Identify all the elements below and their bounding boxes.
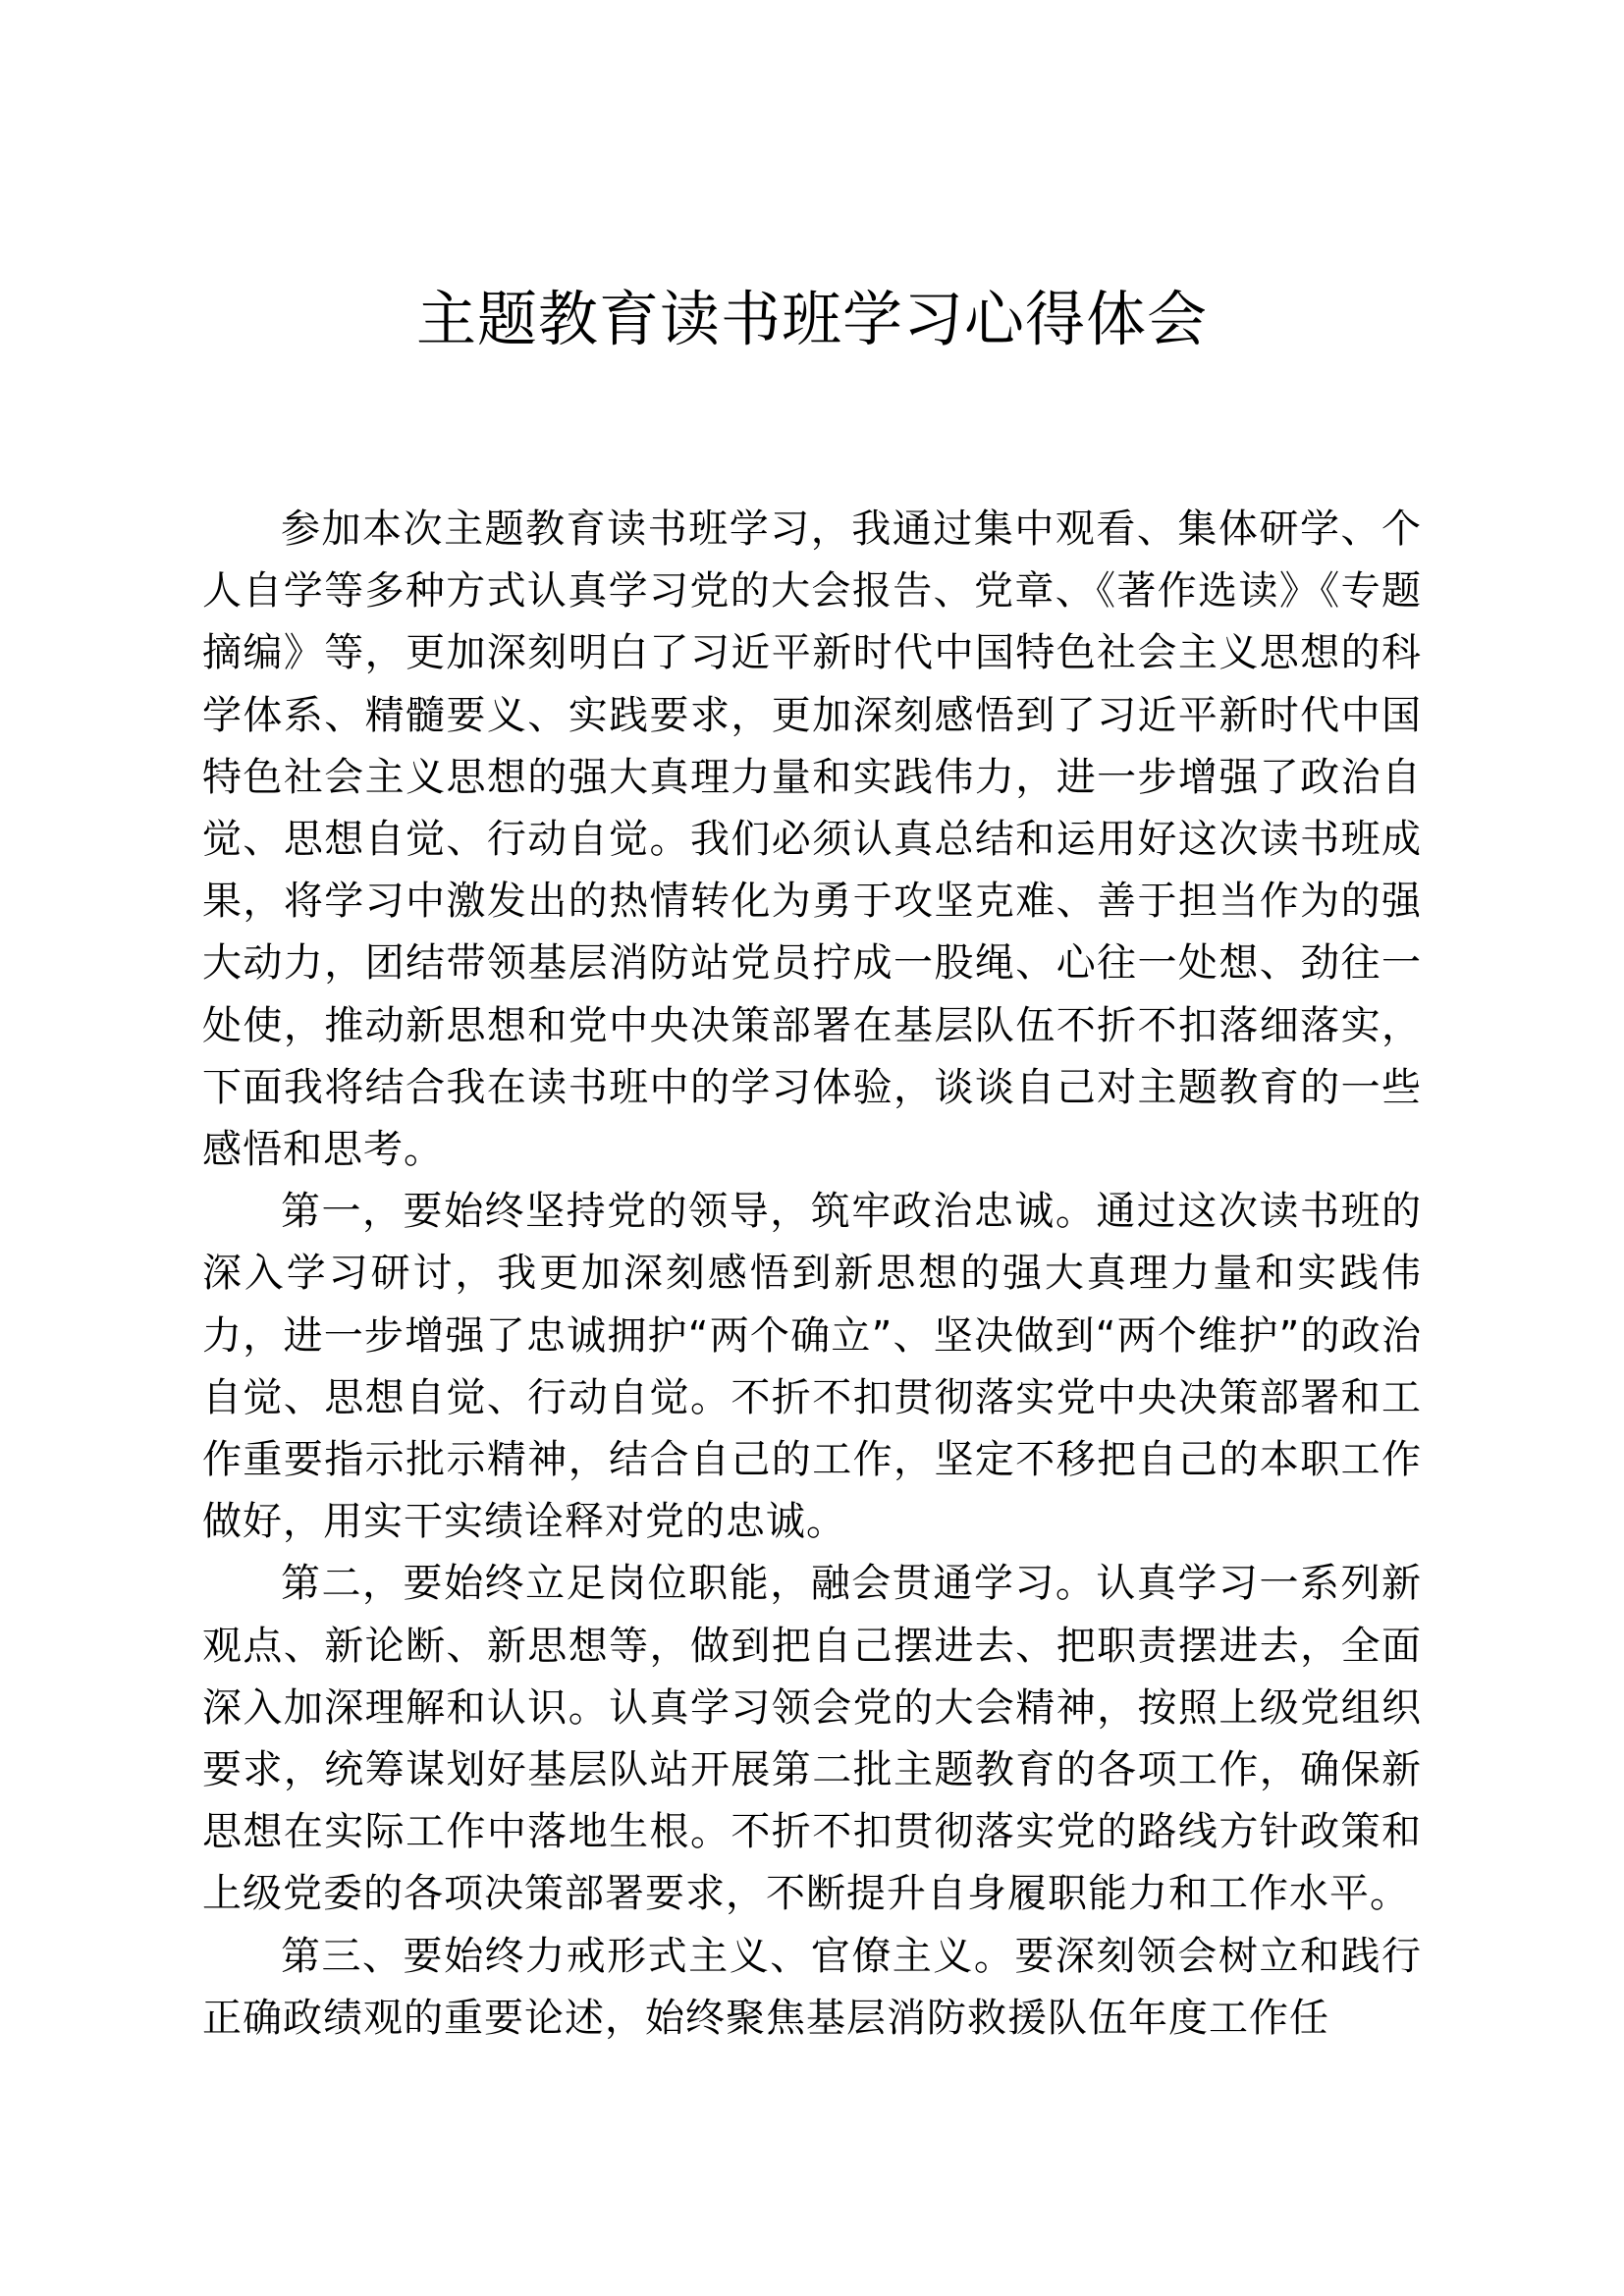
document-body [202, 499, 1422, 2050]
paragraph-second-point: 第二，要始终立足岗位职能，融会贯通学习。认真学习一系列新观点、新论断、新思想等，做到把自己摆进去、把职责摆进去，全面深入加深理解和认识。认真学习领会党的大会精神，按照上级党组织要求，统筹谋划好基层队站开展第二批主题教育的各项工作，确保新思想在实际工作中落地生根。不折不扣贯彻落实党的路线方针政策和上级党委的各项决策部署要求，不断提升自身履职能力和工作水平。 [202, 1561, 1422, 1917]
paragraph-intro: 参加本次主题教育读书班学习，我通过集中观看、集体研学、个人自学等多种方式认真学习党的大会报告、党章、《著作选读》《专题摘编》等，更加深刻明白了习近平新时代中国特色社会主义思想的科学体系、精髓要义、实践要求，更加深刻感悟到了习近平新时代中国特色社会主义思想的强大真理力量和实践伟力，进一步增强了政治自觉、思想自觉、行动自觉。我们必须认真总结和运用好这次读书班成果，将学习中激发出的热情转化为勇于攻坚克难、善于担当作为的强大动力，团结带领基层消防站党员拧成一股绳、心往一处想、劲往一处使，推动新思想和党中央决策部署在基层队伍不折不扣落细落实，下面我将结合我在读书班中的学习体验，谈谈自己对主题教育的一些感悟和思考。 [202, 507, 1422, 1173]
document-title: 主题教育读书班学习心得体会 [415, 285, 1208, 354]
paragraph-third-point: 第三、要始终力戒形式主义、官僚主义。要深刻领会树立和践行正确政绩观的重要论述，始终聚焦基层消防救援队伍年度工作任 [202, 1933, 1422, 2041]
paragraph-first-point: 第一，要始终坚持党的领导，筑牢政治忠诚。通过这次读书班的深入学习研讨，我更加深刻感悟到新思想的强大真理力量和实践伟力，进一步增强了忠诚拥护“两个确立”、坚决做到“两个维护”的政治自觉、思想自觉、行动自觉。不折不扣贯彻落实党中央决策部署和工作重要指示批示精神，结合自己的工作，坚定不移把自己的本职工作做好，用实干实绩诠释对党的忠诚。 [202, 1189, 1422, 1545]
